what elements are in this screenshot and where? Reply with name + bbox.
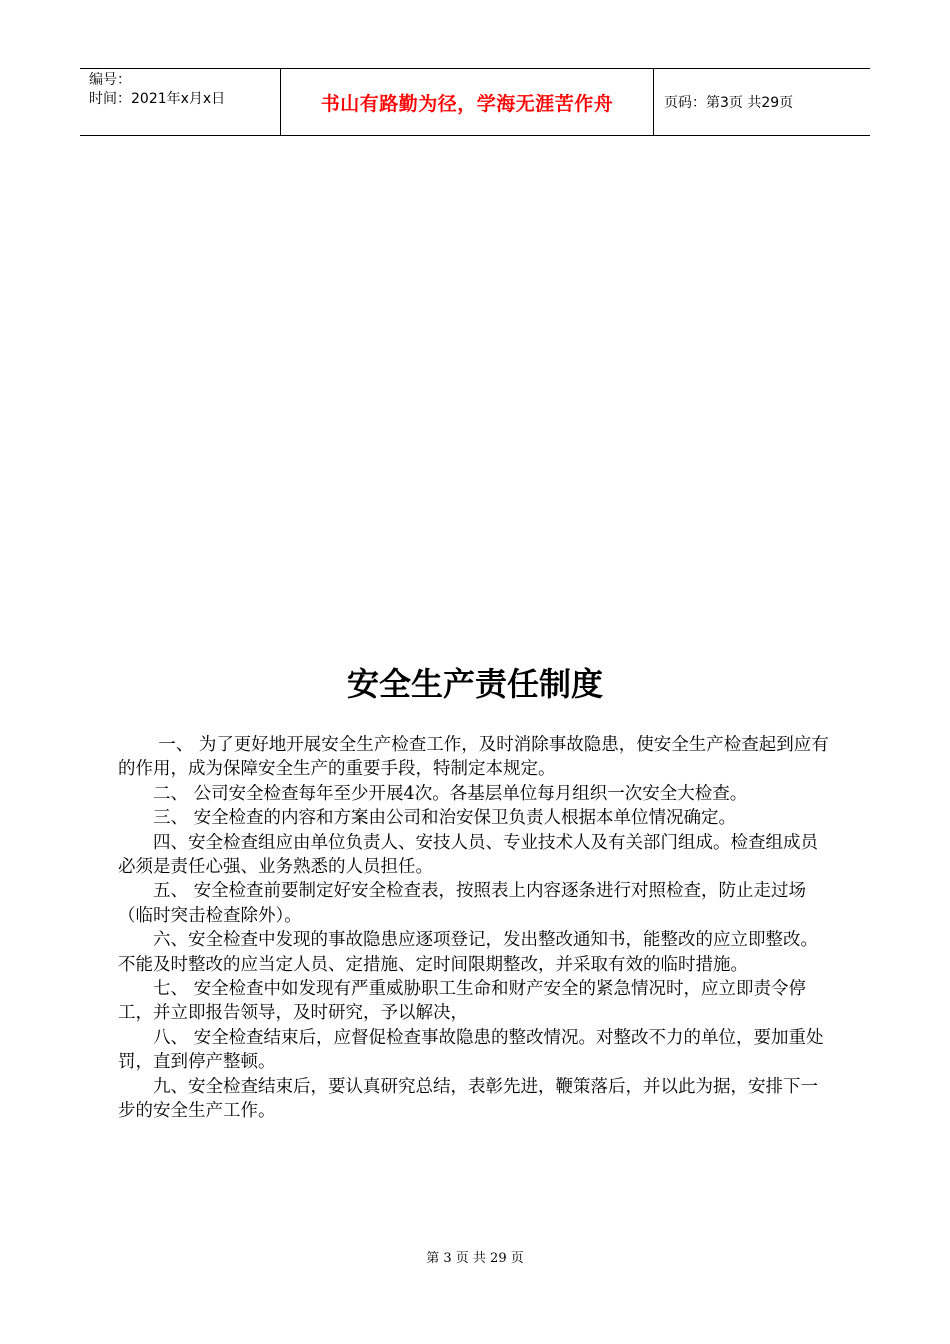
number-label: 编号： (89, 72, 131, 88)
page-footer: 第 3 页 共 29 页 (426, 1251, 524, 1266)
header-page-info: 页码：第3页 共29页 (664, 95, 794, 111)
header-motto: 书山有路勤为径，学海无涯苦作舟 (281, 69, 654, 135)
header-table (80, 68, 870, 136)
paragraph-1: 一、 为了更好地开展安全生产检查工作，及时消除事故隐患，使安全生产检查起到应有的作用，成为保障安全生产的重要手段，特制定本规定。 (118, 735, 829, 780)
paragraph-9: 九、安全检查结束后，要认真研究总结，表彰先进，鞭策落后，并以此为据，安排下一步的安全生产工作。 (118, 1076, 818, 1122)
paragraph-2: 二、 公司安全检查每年至少开展4次。各基层单位每月组织一次安全大检查。 (153, 783, 748, 804)
document-body (118, 733, 834, 1124)
paragraph-5: 五、 安全检查前要制定好安全检查表，按照表上内容逐条进行对照检查，防止走过场（临时突击检查除外）。 (118, 881, 807, 926)
paragraph-8: 八、 安全检查结束后，应督促检查事故隐患的整改情况。对整改不力的单位，要加重处罚，直到停产整顿。 (118, 1027, 824, 1073)
paragraph-4: 四、安全检查组应由单位负责人、安技人员、专业技术人及有关部门组成。检查组成员必须是责任心强、业务熟悉的人员担任。 (118, 832, 818, 878)
paragraph-7: 七、 安全检查中如发现有严重威胁职工生命和财产安全的紧急情况时，应立即责令停工，并立即报告领导，及时研究，予以解决， (118, 979, 807, 1024)
header-meta-cell (80, 69, 281, 135)
time-label: 时间：2021年x月x日 (89, 91, 226, 107)
document-title: 安全生产责任制度 (346, 665, 603, 703)
paragraph-3: 三、 安全检查的内容和方案由公司和治安保卫负责人根据本单位情况确定。 (153, 808, 737, 829)
paragraph-6: 六、安全检查中发现的事故隐患应逐项登记，发出整改通知书，能整改的应立即整改。不能及时整改的应当定人员、定措施、定时间限期整改，并采取有效的临时措施。 (118, 930, 818, 975)
